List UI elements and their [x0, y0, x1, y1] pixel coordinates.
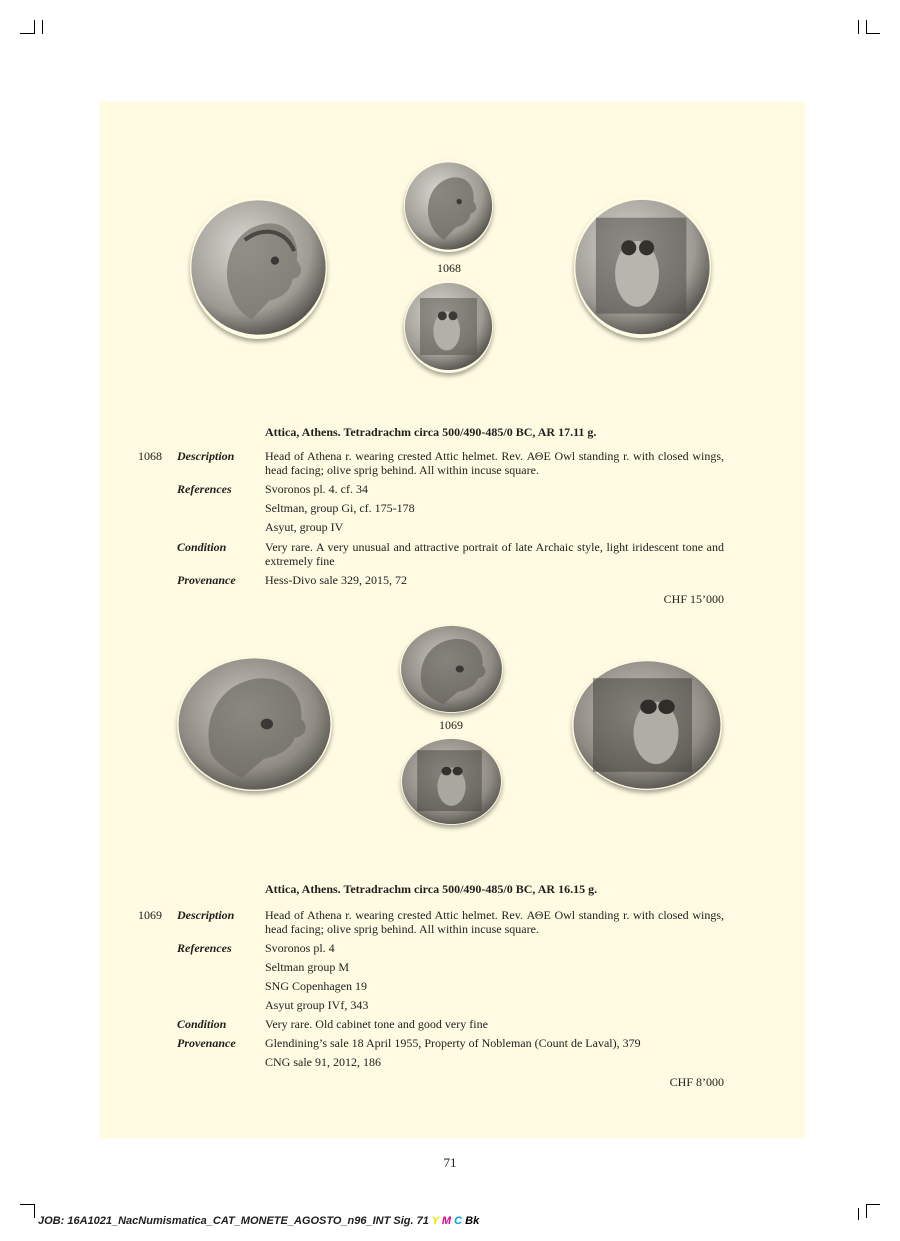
reference-item: Asyut group IVf, 343: [265, 998, 369, 1012]
crop-mark: [866, 1204, 867, 1218]
lot-number-label: 1068: [437, 261, 461, 275]
description-text: Head of Athena r. wearing crested Attic helmet. Rev. ΑΘΕ Owl standing r. with closed wings, head facing; olive sprig behind. All within incuse square.: [265, 908, 724, 936]
lot-number: 1069: [138, 908, 162, 922]
references-label: References: [177, 941, 232, 955]
owl-icon: [401, 738, 502, 825]
crop-mark: [20, 1204, 34, 1205]
coin-reverse-enlarged-1069: [572, 660, 722, 790]
reference-item: Seltman, group Gi, cf. 175-178: [265, 501, 415, 515]
crop-mark: [866, 20, 867, 34]
color-mark-yellow: Y: [431, 1215, 439, 1227]
condition-label: Condition: [177, 1017, 227, 1031]
lot-price: CHF 15’000: [663, 592, 724, 606]
color-mark-cyan: C: [454, 1215, 463, 1227]
color-mark-black: Bk: [465, 1215, 480, 1227]
reference-item: Asyut, group IV: [265, 520, 344, 534]
lot-title: Attica, Athens. Tetradrachm circa 500/490-485/0 BC, AR 17.11 g.: [265, 425, 597, 439]
reference-item: Svoronos pl. 4. cf. 34: [265, 482, 368, 496]
page-number: 71: [443, 1155, 457, 1170]
coin-reverse-enlarged-1068: [574, 196, 711, 338]
crop-mark: [866, 1204, 880, 1205]
lot-number: 1068: [138, 449, 162, 463]
athena-head-icon: [177, 657, 332, 791]
provenance-item: CNG sale 91, 2012, 186: [265, 1055, 381, 1069]
crop-mark: [858, 20, 859, 34]
provenance-item: Hess-Divo sale 329, 2015, 72: [265, 573, 407, 587]
reference-item: Svoronos pl. 4: [265, 941, 335, 955]
reference-item: Seltman group M: [265, 960, 349, 974]
description-text: Head of Athena r. wearing crested Attic helmet. Rev. ΑΘΕ Owl standing r. with closed wings, head facing; olive sprig behind. All within incuse square.: [265, 449, 724, 477]
crop-mark: [42, 20, 43, 34]
provenance-label: Provenance: [177, 1036, 236, 1050]
crop-mark: [34, 1204, 35, 1218]
coin-obverse-enlarged-1068: [190, 196, 327, 339]
coin-obverse-enlarged-1069: [177, 657, 332, 791]
references-label: References: [177, 482, 232, 496]
condition-label: Condition: [177, 540, 227, 554]
owl-icon: [404, 280, 493, 373]
condition-text: Very rare. A very unusual and attractive portrait of late Archaic style, light iridescent tone and extremely fine: [265, 540, 724, 568]
color-mark-magenta: M: [441, 1215, 452, 1227]
coin-reverse-1069: [401, 738, 502, 825]
lot-price: CHF 8’000: [669, 1075, 724, 1089]
condition-text: Very rare. Old cabinet tone and good very fine: [265, 1017, 488, 1031]
lot-number-label: 1069: [439, 718, 463, 732]
crop-mark: [866, 33, 880, 34]
coin-obverse-1068: [404, 160, 493, 252]
coin-obverse-1069: [400, 625, 503, 713]
reference-item: SNG Copenhagen 19: [265, 979, 367, 993]
description-label: Description: [177, 908, 235, 922]
provenance-label: Provenance: [177, 573, 236, 587]
job-text: JOB: 16A1021_NacNumismatica_CAT_MONETE_AGOSTO_n96_INT Sig. 71: [38, 1215, 429, 1227]
description-label: Description: [177, 449, 235, 463]
crop-mark: [34, 20, 35, 34]
print-job-slug: [38, 1215, 479, 1227]
coin-reverse-1068: [404, 280, 493, 373]
athena-head-icon: [404, 160, 493, 252]
owl-icon: [574, 196, 711, 338]
provenance-item: Glendining’s sale 18 April 1955, Property of Nobleman (Count de Laval), 379: [265, 1036, 641, 1050]
crop-mark: [20, 33, 34, 34]
athena-head-icon: [400, 625, 503, 713]
crop-mark: [858, 1208, 859, 1220]
lot-title: Attica, Athens. Tetradrachm circa 500/490-485/0 BC, AR 16.15 g.: [265, 882, 598, 896]
owl-icon: [572, 660, 722, 790]
athena-head-icon: [190, 196, 327, 339]
